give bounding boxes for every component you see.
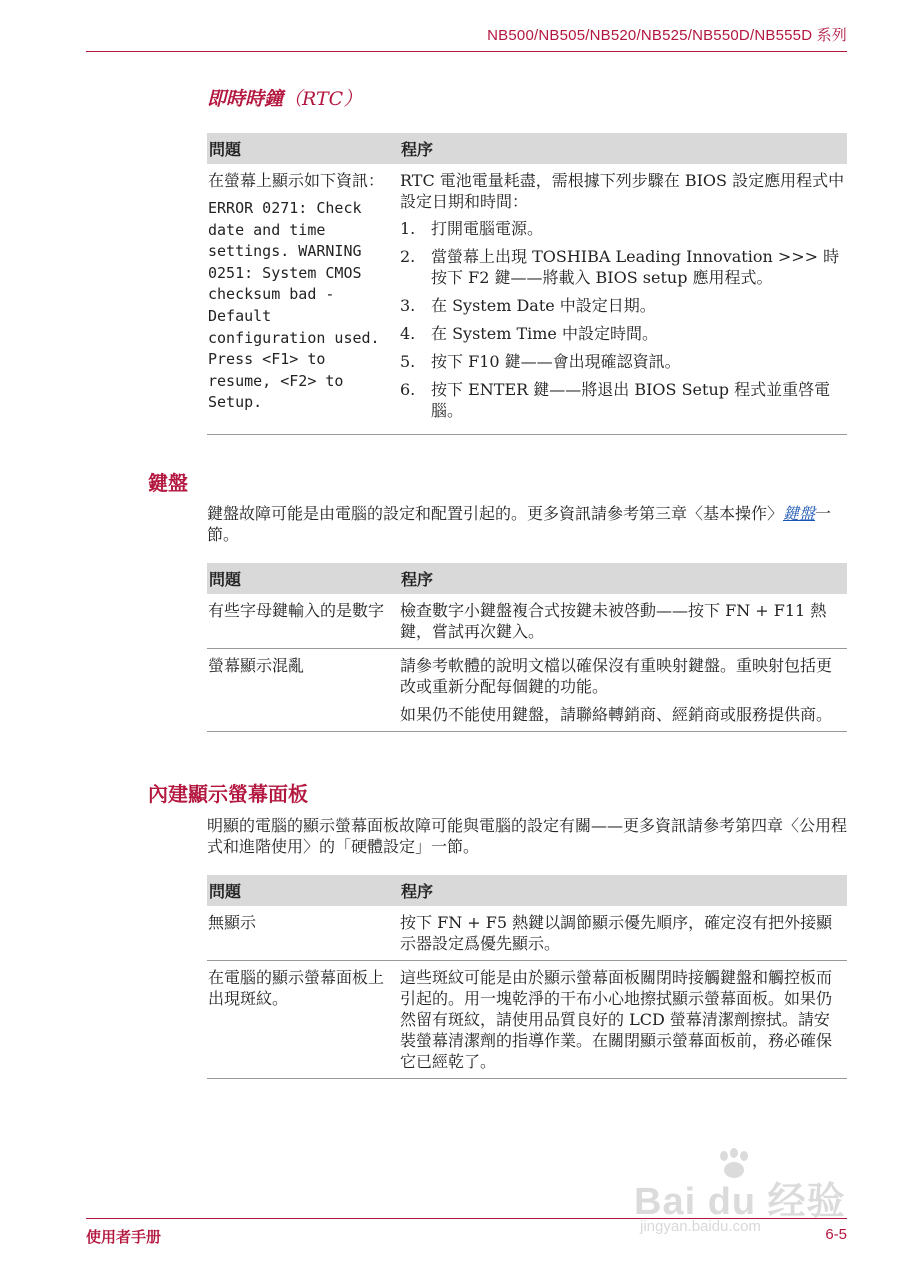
procedure-cell: [399, 906, 847, 961]
header-divider: [86, 51, 847, 52]
baidu-watermark: [628, 1148, 858, 1248]
problem-cell: 有些字母鍵輸入的是數字: [207, 594, 399, 649]
step-text: 在 System Time 中設定時間。: [431, 324, 658, 343]
procedure-intro: RTC 電池電量耗盡，需根據下列步驟在 BIOS 設定應用程式中設定日期和時間：: [400, 171, 845, 211]
procedure-cell: [399, 164, 847, 435]
display-section-heading: 內建顯示螢幕面板: [148, 784, 308, 806]
step-item: [400, 351, 845, 372]
procedure-text: 請參考軟體的說明文檔以確保沒有重映射鍵盤。重映射包括更改或重新分配每個鍵的功能。: [400, 656, 833, 696]
step-text: 按下 ENTER 鍵——將退出 BIOS Setup 程式並重啓電腦。: [431, 380, 831, 420]
footer-manual-title: 使用者手册: [86, 1229, 162, 1246]
table-row: [207, 164, 847, 435]
keyboard-intro: [207, 503, 847, 545]
keyboard-table: [207, 563, 847, 732]
procedure-text: 按下 FN + F5 熱鍵以調節顯示優先順序，確定沒有把外接顯示器設定爲優先顯示。: [400, 913, 833, 953]
step-text: 按下 F10 鍵——會出現確認資訊。: [431, 352, 681, 371]
step-item: [400, 323, 845, 344]
table-header-procedure: 程序: [399, 563, 847, 594]
step-number: 4.: [400, 324, 416, 343]
step-text: 在 System Date 中設定日期。: [431, 296, 656, 315]
step-number: 3.: [400, 296, 416, 315]
step-item: [400, 295, 845, 316]
procedure-text: 如果仍不能使用鍵盤，請聯絡轉銷商、經銷商或服務提供商。: [400, 705, 833, 724]
keyboard-chapter-link[interactable]: 鍵盤: [783, 504, 816, 523]
display-intro: 明顯的電腦的顯示螢幕面板故障可能與電腦的設定有關——更多資訊請參考第四章〈公用程式和進階使用〉的「硬體設定」一節。: [207, 816, 848, 856]
problem-intro: 在螢幕上顯示如下資訊：: [208, 171, 385, 190]
table-row: [207, 649, 847, 732]
error-message-code: ERROR 0271: Check date and time settings. WARNING 0251: System CMOS checksum bad - Default configuration used. Press <F1> to resume, <F2> to Setup.: [208, 199, 380, 412]
step-item: [400, 379, 845, 421]
footer-divider: [86, 1218, 847, 1219]
procedure-cell: [399, 649, 847, 732]
rtc-title-latin: （RTC）: [283, 88, 363, 110]
watermark-brand: Bai du 经验: [634, 1181, 846, 1223]
keyboard-section-heading: 鍵盤: [148, 473, 188, 495]
problem-cell: 在電腦的顯示螢幕面板上出現斑紋。: [207, 961, 399, 1079]
procedure-steps: [400, 218, 845, 421]
table-header-procedure: 程序: [399, 875, 847, 906]
step-item: [400, 246, 845, 288]
step-number: 1.: [400, 219, 416, 238]
table-row: [207, 906, 847, 961]
rtc-table: [207, 133, 847, 435]
procedure-cell: [399, 961, 847, 1079]
problem-cell: 螢幕顯示混亂: [207, 649, 399, 732]
table-header-problem: 問題: [207, 875, 399, 906]
table-row: [207, 594, 847, 649]
keyboard-intro-suffix: 一節。: [207, 504, 832, 544]
procedure-text: 這些斑紋可能是由於顯示螢幕面板關閉時接觸鍵盤和觸控板而引起的。用一塊乾淨的干布小心地擦拭顯示螢幕面板。如果仍然留有斑紋，請使用品質良好的 LCD 螢幕清潔劑擦拭。請安裝螢幕清潔劑的指導作業。在關閉顯示螢幕面板前，務必確保它已經乾了。: [400, 968, 833, 1071]
header-series-title: NB500/NB505/NB520/NB525/NB550D/NB555D 系列: [487, 27, 847, 44]
step-text: 打開電腦電源。: [431, 219, 544, 238]
procedure-text: 檢查數字小鍵盤複合式按鍵未被啓動——按下 FN + F11 熱鍵，嘗試再次鍵入。: [400, 601, 827, 641]
step-text: 當螢幕上出現 TOSHIBA Leading Innovation >>> 時按下 F2 鍵——將載入 BIOS setup 應用程式。: [431, 247, 840, 287]
step-number: 2.: [400, 247, 416, 266]
procedure-cell: [399, 594, 847, 649]
rtc-section-title: [207, 84, 362, 111]
paw-icon: [714, 1148, 754, 1182]
step-item: [400, 218, 845, 239]
rtc-title-cjk: 即時時鐘: [207, 88, 284, 110]
keyboard-intro-text: 鍵盤故障可能是由電腦的設定和配置引起的。更多資訊請參考第三章〈基本操作〉: [207, 504, 784, 523]
display-table: [207, 875, 847, 1079]
problem-cell: [207, 164, 399, 435]
table-header-problem: 問題: [207, 133, 399, 164]
watermark-url: jingyan.baidu.com: [640, 1218, 761, 1235]
problem-cell: 無顯示: [207, 906, 399, 961]
table-row: [207, 961, 847, 1079]
step-number: 6.: [400, 380, 416, 399]
table-header-problem: 問題: [207, 563, 399, 594]
page-number: 6-5: [825, 1226, 847, 1243]
step-number: 5.: [400, 352, 416, 371]
table-header-procedure: 程序: [399, 133, 847, 164]
